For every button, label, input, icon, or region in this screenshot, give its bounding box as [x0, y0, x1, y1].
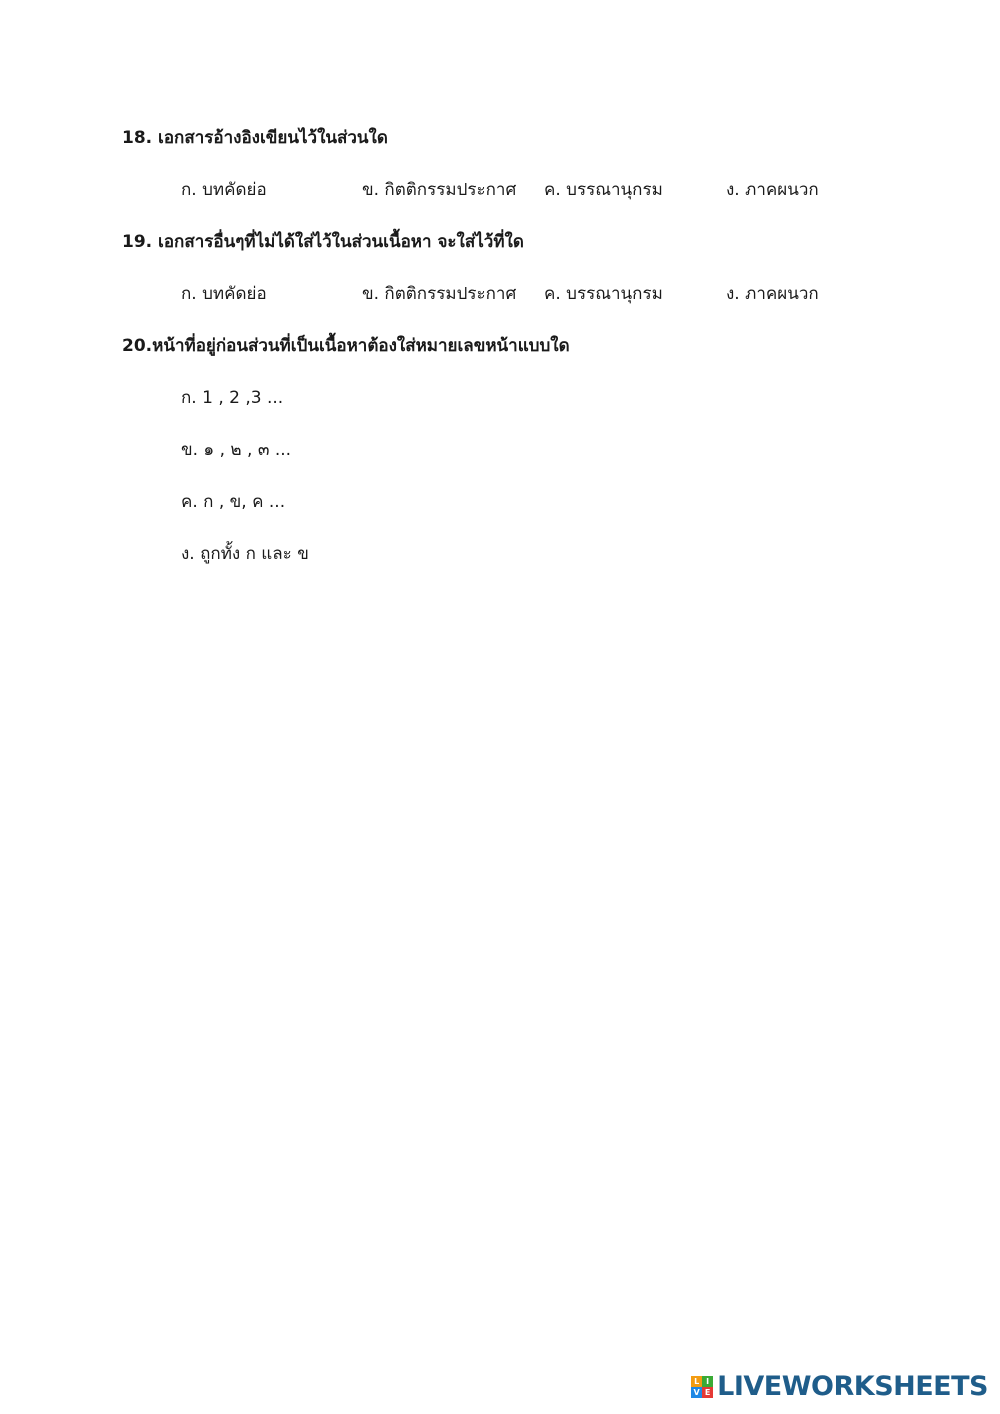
question-20: 20.หน้าที่อยู่ก่อนส่วนที่เป็นเนื้อหาต้องใส่หมายเลขหน้าแบบใด — [122, 336, 570, 356]
q20-option-c[interactable]: ค. ก , ข, ค ... — [181, 492, 286, 512]
question-18: 18. เอกสารอ้างอิงเขียนไว้ในส่วนใด — [122, 128, 388, 148]
q19-option-a[interactable]: ก. บทคัดย่อ — [181, 284, 267, 304]
question-19: 19. เอกสารอื่นๆที่ไม่ได้ใส่ไว้ในส่วนเนื้อหา จะใส่ไว้ที่ใด — [122, 232, 524, 252]
q18-option-d[interactable]: ง. ภาคผนวก — [726, 180, 819, 200]
q20-option-a[interactable]: ก. 1 , 2 ,3 ... — [181, 388, 284, 408]
q18-option-b[interactable]: ข. กิตติกรรมประกาศ — [362, 180, 517, 200]
liveworksheets-logo-icon — [691, 1376, 713, 1398]
logo-letter-l: L — [691, 1376, 702, 1387]
logo-letter-i: I — [702, 1376, 713, 1387]
logo-letter-e: E — [702, 1387, 713, 1398]
q20-option-d[interactable]: ง. ถูกทั้ง ก และ ข — [181, 544, 309, 564]
brand-name: LIVEWORKSHEETS — [717, 1371, 988, 1402]
q20-option-b[interactable]: ข. ๑ , ๒ , ๓ ... — [181, 440, 292, 460]
q19-option-c[interactable]: ค. บรรณานุกรม — [544, 284, 663, 304]
logo-letter-v: V — [691, 1387, 702, 1398]
q18-option-a[interactable]: ก. บทคัดย่อ — [181, 180, 267, 200]
liveworksheets-brand[interactable] — [691, 1372, 988, 1402]
q19-option-b[interactable]: ข. กิตติกรรมประกาศ — [362, 284, 517, 304]
q18-option-c[interactable]: ค. บรรณานุกรม — [544, 180, 663, 200]
options-row-19 — [0, 281, 1000, 307]
options-row-18 — [0, 177, 1000, 203]
q19-option-d[interactable]: ง. ภาคผนวก — [726, 284, 819, 304]
